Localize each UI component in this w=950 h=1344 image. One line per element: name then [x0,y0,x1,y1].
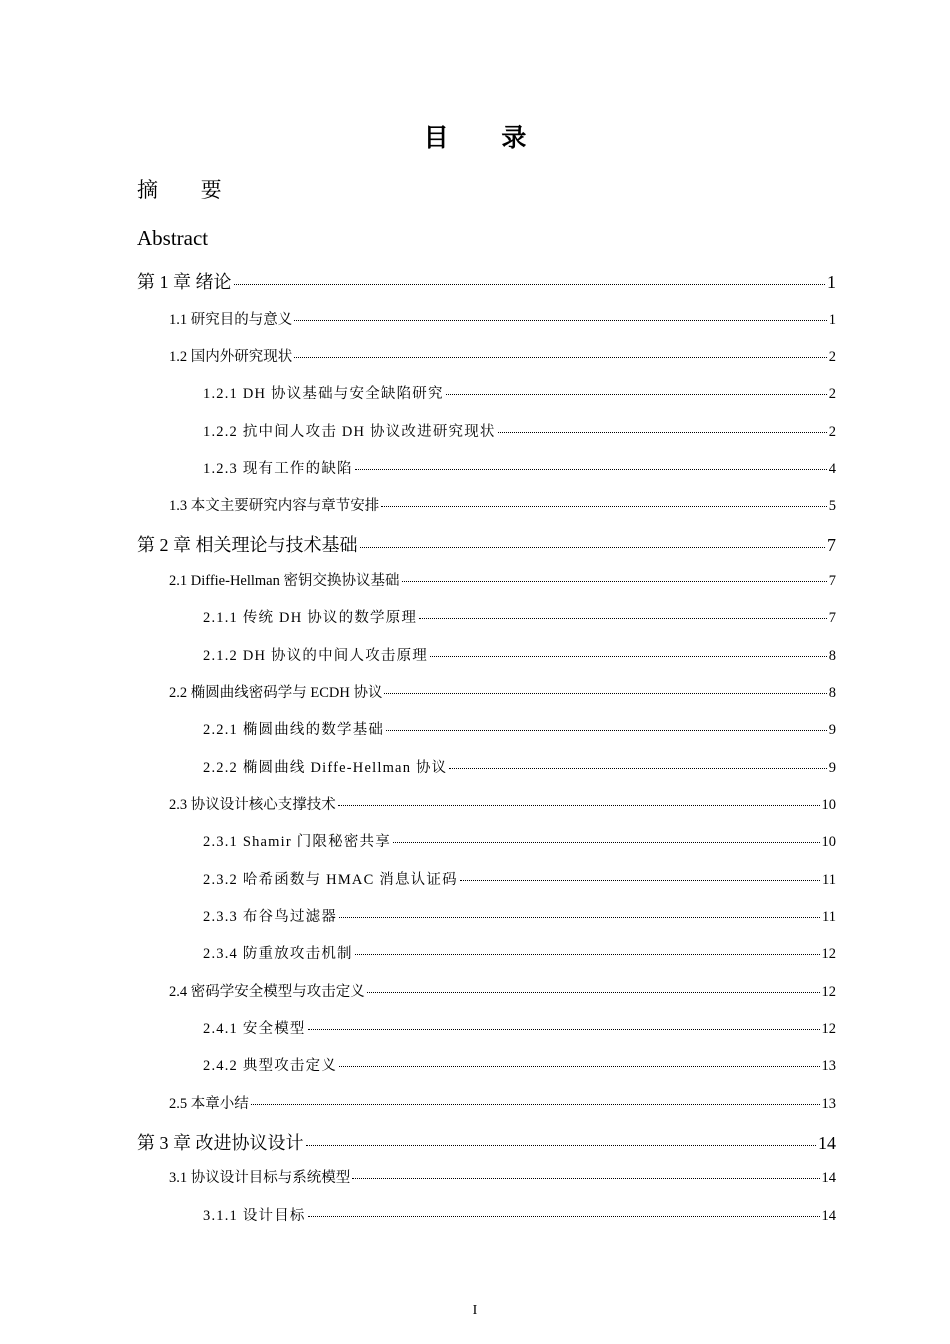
toc-entry-page: 10 [821,834,836,850]
toc-entry[interactable] [169,569,836,590]
dot-leader [460,880,820,881]
dot-leader [308,1216,820,1217]
toc-entry[interactable] [169,681,836,702]
toc-entry[interactable] [137,531,836,557]
page-number-footer: I [472,1303,478,1318]
toc-entry[interactable] [203,942,836,963]
dot-leader [393,842,820,843]
toc-entry-label: 2.5 本章小结 [169,1096,249,1112]
dot-leader [360,547,826,548]
toc-entry[interactable] [203,1054,836,1075]
toc-entry-page: 11 [822,909,836,925]
toc-entry-page: 12 [821,946,836,962]
dot-leader [381,506,827,507]
toc-entry[interactable] [203,718,836,739]
toc-entry-page: 9 [828,760,836,776]
dot-leader [419,618,827,619]
toc-entry[interactable] [203,1204,836,1225]
dot-leader [251,1104,820,1105]
toc-entry[interactable] [169,494,836,515]
toc-entry-label: 第 2 章 相关理论与技术基础 [137,535,358,555]
dot-leader [352,1178,819,1179]
dot-leader [430,656,827,657]
toc-entry-label: 第 3 章 改进协议设计 [137,1133,304,1153]
toc-entry-label: 2.2.1 椭圆曲线的数学基础 [203,722,385,738]
dot-leader [367,992,820,993]
dot-leader [384,693,826,694]
toc-entry-page: 1 [827,272,836,292]
toc-entry-label: 1.2.3 现有工作的缺陷 [203,461,353,477]
toc-entry-page: 1 [828,312,836,328]
toc-entry-page: 14 [821,1208,836,1224]
toc-entry-label: 1.2 国内外研究现状 [169,349,293,365]
toc-entry[interactable] [169,980,836,1001]
toc-entry-page: 12 [821,984,836,1000]
dot-leader [355,469,827,470]
toc-entry[interactable] [203,420,836,441]
toc-entry-label: 1.1 研究目的与意义 [169,312,293,328]
toc-entry-page: 2 [828,424,836,440]
dot-leader [386,730,827,731]
toc-entry-label: 2.4.1 安全模型 [203,1021,306,1037]
toc-entry[interactable] [203,830,836,851]
toc-entry-page: 5 [828,498,836,514]
toc-entry[interactable] [203,905,836,926]
toc-entry-page: 8 [828,648,836,664]
toc-entry-page: 13 [821,1096,836,1112]
toc-entry[interactable] [169,345,836,366]
dot-leader [306,1145,817,1146]
toc-entry-label: 2.4.2 典型攻击定义 [203,1058,338,1074]
toc-entry-page: 4 [828,461,836,477]
dot-leader [338,805,820,806]
dot-leader [234,284,826,285]
toc-entry-label: 1.2.2 抗中间人攻击 DH 协议改进研究现状 [203,424,496,440]
toc-entry-page: 14 [818,1133,836,1153]
toc-entry[interactable] [203,1017,836,1038]
toc-entry-label: 2.2 椭圆曲线密码学与 ECDH 协议 [169,685,383,701]
toc-entry[interactable] [137,268,836,294]
toc-entry-label: 第 1 章 绪论 [137,272,232,292]
toc-entry-label: 2.1.1 传统 DH 协议的数学原理 [203,610,418,626]
toc-entry-page: 7 [827,535,836,555]
abstract-en-heading: Abstract [137,226,209,250]
toc-entry-page: 8 [828,685,836,701]
toc-entry[interactable] [203,606,836,627]
toc-entry[interactable] [169,1166,836,1187]
toc-entry-page: 7 [828,573,836,589]
toc-entry-page: 13 [821,1058,836,1074]
toc-entry[interactable] [203,382,836,403]
toc-entry-label: 2.3.4 防重放攻击机制 [203,946,353,962]
dot-leader [308,1029,820,1030]
abstract-cn-heading: 摘 要 [137,178,240,202]
toc-entry[interactable] [169,1092,836,1113]
toc-entry-page: 9 [828,722,836,738]
toc-title: 目 录 [423,123,549,152]
toc-entry-page: 7 [828,610,836,626]
toc-entry[interactable] [203,868,836,889]
dot-leader [294,320,827,321]
dot-leader [355,954,820,955]
toc-entry[interactable] [203,756,836,777]
toc-entry-label: 2.3.1 Shamir 门限秘密共享 [203,834,391,850]
toc-entry-page: 14 [821,1170,836,1186]
toc-entry-label: 2.3 协议设计核心支撑技术 [169,797,336,813]
toc-entry-label: 2.1 Diffie-Hellman 密钥交换协议基础 [169,573,400,589]
dot-leader [294,357,827,358]
toc-entry-label: 2.4 密码学安全模型与攻击定义 [169,984,365,1000]
dot-leader [446,394,827,395]
dot-leader [402,581,827,582]
toc-entry-page: 10 [821,797,836,813]
toc-entry[interactable] [169,308,836,329]
toc-entry-page: 12 [821,1021,836,1037]
dot-leader [498,432,827,433]
toc-entry-page: 2 [828,349,836,365]
toc-entry[interactable] [203,457,836,478]
toc-entry[interactable] [169,793,836,814]
toc-entry[interactable] [203,644,836,665]
toc-entry-label: 1.2.1 DH 协议基础与安全缺陷研究 [203,386,444,402]
toc-entry[interactable] [137,1129,836,1155]
dot-leader [339,917,820,918]
dot-leader [339,1066,819,1067]
dot-leader [449,768,826,769]
toc-entry-label: 2.3.2 哈希函数与 HMAC 消息认证码 [203,872,458,888]
toc-entry-page: 2 [828,386,836,402]
toc-entry-label: 3.1.1 设计目标 [203,1208,306,1224]
toc-entry-label: 2.2.2 椭圆曲线 Diffe-Hellman 协议 [203,760,448,776]
toc-entry-label: 1.3 本文主要研究内容与章节安排 [169,498,380,514]
toc-entry-label: 2.3.3 布谷鸟过滤器 [203,909,338,925]
toc-entry-label: 3.1 协议设计目标与系统模型 [169,1170,351,1186]
toc-entry-page: 11 [822,872,836,888]
toc-entry-label: 2.1.2 DH 协议的中间人攻击原理 [203,648,428,664]
